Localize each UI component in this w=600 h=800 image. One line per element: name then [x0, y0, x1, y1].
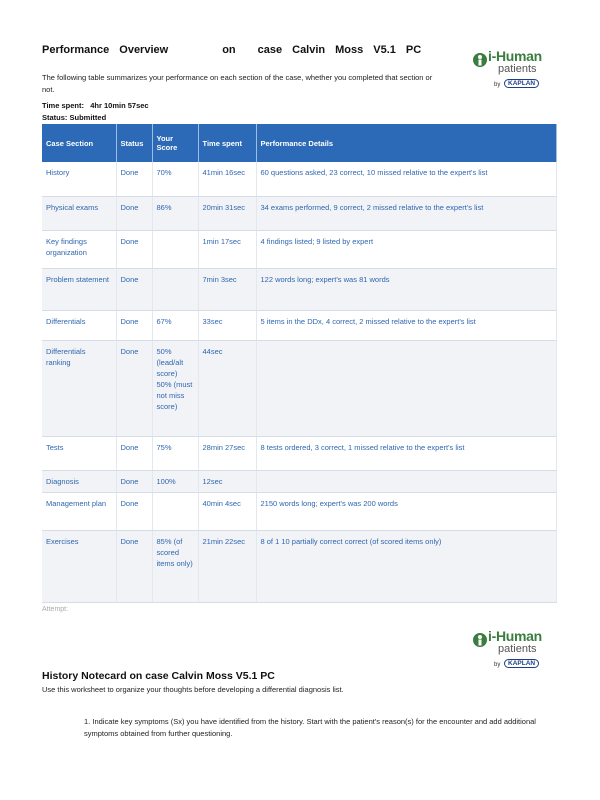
- cell-section: History: [42, 162, 116, 196]
- table-row: [42, 162, 556, 196]
- cell-score: 75%: [152, 436, 198, 470]
- cell-status: Done: [116, 530, 152, 602]
- ihuman-logo: i-Human patients by KAPLAN: [472, 628, 548, 676]
- cell-section: Exercises: [42, 530, 116, 602]
- col-performance: Performance Details: [256, 124, 556, 162]
- cell-time: 12sec: [198, 470, 256, 492]
- cell-score: 100%: [152, 470, 198, 492]
- cell-status: Done: [116, 436, 152, 470]
- col-case-section: Case Section: [42, 124, 116, 162]
- cell-details: [256, 470, 556, 492]
- cell-score: [152, 268, 198, 310]
- cell-status: Done: [116, 162, 152, 196]
- cell-score: 50% (lead/alt score) 50% (must not miss score): [152, 340, 198, 436]
- cell-section: Differentials ranking: [42, 340, 116, 436]
- table-row: [42, 530, 556, 602]
- cell-time: 20min 31sec: [198, 196, 256, 230]
- cell-time: 40min 4sec: [198, 492, 256, 530]
- notecard-title: History Notecard on case Calvin Moss V5.1 PC: [42, 670, 275, 682]
- cell-status: Done: [116, 470, 152, 492]
- cell-score: 85% (of scored items only): [152, 530, 198, 602]
- cell-score: 67%: [152, 310, 198, 340]
- table-row: [42, 310, 556, 340]
- table-row: [42, 470, 556, 492]
- cell-status: Done: [116, 492, 152, 530]
- cell-details: 5 items in the DDx, 4 correct, 2 missed relative to the expert's list: [256, 310, 556, 340]
- cell-time: 7min 3sec: [198, 268, 256, 310]
- cell-status: Done: [116, 268, 152, 310]
- table-row: [42, 196, 556, 230]
- cell-section: Key findings organization: [42, 230, 116, 268]
- summary-text: The following table summarizes your performance on each section of the case, whether you completed that section or not.: [42, 73, 433, 94]
- cell-section: Diagnosis: [42, 470, 116, 492]
- cell-details: 2150 words long; expert's was 200 words: [256, 492, 556, 530]
- cell-time: 33sec: [198, 310, 256, 340]
- cell-details: 34 exams performed, 9 correct, 2 missed relative to the expert's list: [256, 196, 556, 230]
- cell-time: 28min 27sec: [198, 436, 256, 470]
- col-score: Your Score: [152, 124, 198, 162]
- attempt-label: Attempt:: [42, 606, 69, 613]
- cell-score: 70%: [152, 162, 198, 196]
- page-title: Performance Overview on case Calvin Moss V5.1 PC: [42, 44, 422, 56]
- cell-section: Management plan: [42, 492, 116, 530]
- cell-time: 1min 17sec: [198, 230, 256, 268]
- col-status: Status: [116, 124, 152, 162]
- table-row: [42, 436, 556, 470]
- cell-time: 41min 16sec: [198, 162, 256, 196]
- table-row: [42, 340, 556, 436]
- list-number: 1.: [84, 717, 91, 726]
- table-row: [42, 492, 556, 530]
- cell-details: 8 tests ordered, 3 correct, 1 missed relative to the expert's list: [256, 436, 556, 470]
- table-row: [42, 268, 556, 310]
- table-header-row: [42, 124, 556, 162]
- time-spent: Time spent: 4hr 10min 57sec: [42, 101, 149, 110]
- ihuman-logo-icon: [472, 632, 488, 648]
- list-text: Indicate key symptoms (Sx) you have identified from the history. Start with the patient's reason(s) for the encounter and add additional symptoms obtained from further questioning.: [84, 717, 536, 738]
- cell-time: 21min 22sec: [198, 530, 256, 602]
- col-time: Time spent: [198, 124, 256, 162]
- cell-details: 60 questions asked, 23 correct, 10 missed relative to the expert's list: [256, 162, 556, 196]
- cell-score: 86%: [152, 196, 198, 230]
- ihuman-logo-icon: [472, 52, 488, 68]
- table-row: [42, 230, 556, 268]
- cell-section: Physical exams: [42, 196, 116, 230]
- cell-status: Done: [116, 196, 152, 230]
- notecard-intro: Use this worksheet to organize your thoughts before developing a differential diagnosis list.: [42, 685, 344, 694]
- cell-details: [256, 340, 556, 436]
- cell-details: 122 words long; expert's was 81 words: [256, 268, 556, 310]
- cell-time: 44sec: [198, 340, 256, 436]
- cell-section: Problem statement: [42, 268, 116, 310]
- performance-table: [42, 124, 557, 603]
- cell-status: Done: [116, 340, 152, 436]
- cell-status: Done: [116, 310, 152, 340]
- cell-section: Differentials: [42, 310, 116, 340]
- ihuman-logo: i-Human patients by KAPLAN: [472, 48, 548, 96]
- cell-score: [152, 492, 198, 530]
- cell-score: [152, 230, 198, 268]
- notecard-list-item: [84, 716, 554, 740]
- cell-section: Tests: [42, 436, 116, 470]
- cell-status: Done: [116, 230, 152, 268]
- cell-details: 4 findings listed; 9 listed by expert: [256, 230, 556, 268]
- status: Status: Submitted: [42, 113, 107, 122]
- cell-details: 8 of 1 10 partially correct correct (of scored items only): [256, 530, 556, 602]
